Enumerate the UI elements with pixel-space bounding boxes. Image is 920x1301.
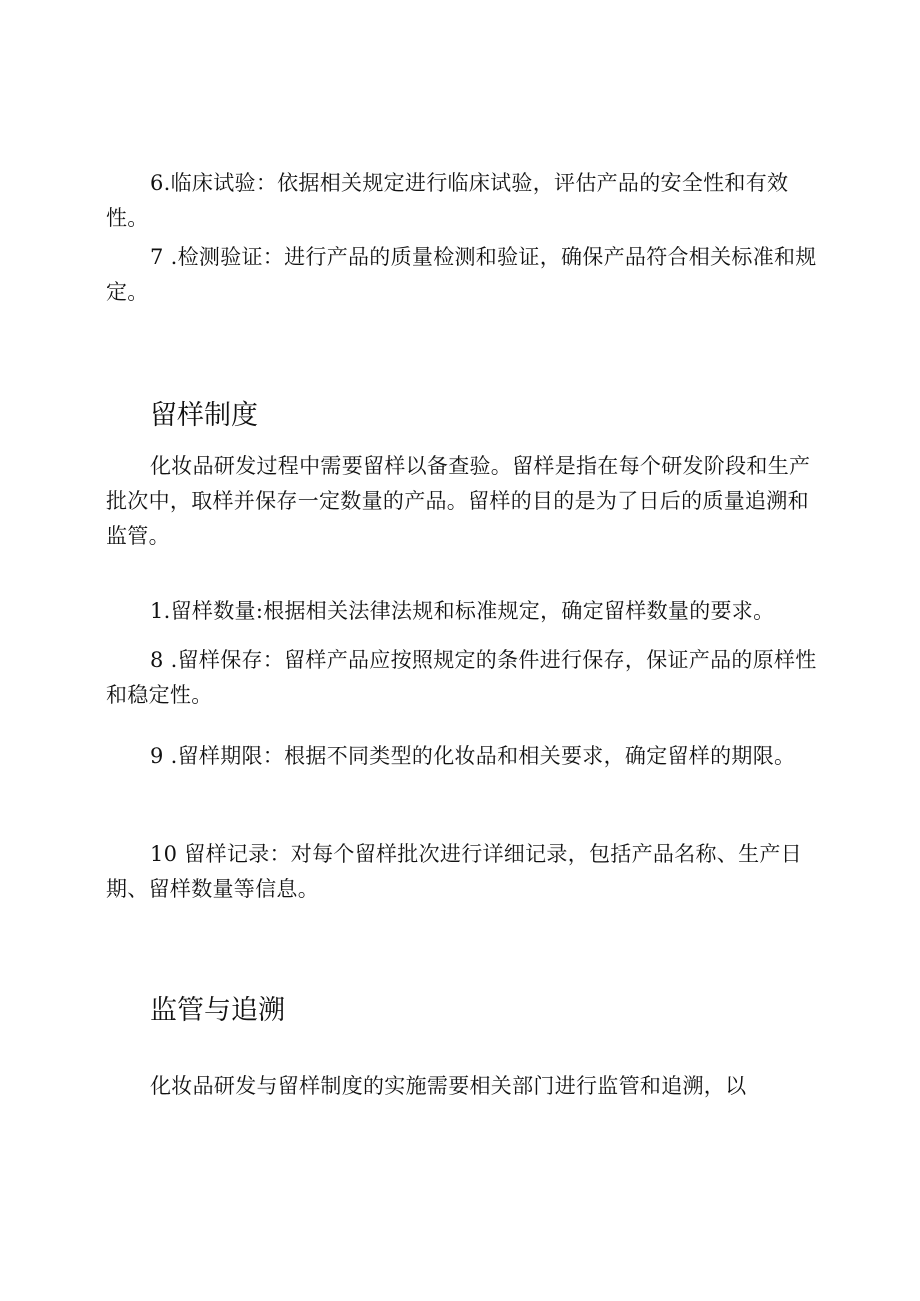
list-item-retention-record: 10 留样记录：对每个留样批次进行详细记录，包括产品名称、生产日期、留样数量等信息。 [106, 842, 802, 901]
paragraph-retention-intro: 化妆品研发过程中需要留样以备查验。留样是指在每个研发阶段和生产批次中，取样并保存一定数量的产品。留样的目的是为了日后的质量追溯和监管。 [106, 454, 811, 548]
list-item-clinical-trial: 6.临床试验：依据相关规定进行临床试验，评估产品的安全性和有效性。 [106, 171, 789, 230]
heading-supervision-traceability: 监管与追溯 [150, 995, 285, 1026]
heading-retention-system: 留样制度 [150, 400, 258, 431]
paragraph-supervision-intro: 化妆品研发与留样制度的实施需要相关部门进行监管和追溯，以 [150, 1074, 747, 1098]
list-item-retention-quantity: 1.留样数量:根据相关法律法规和标准规定，确定留样数量的要求。 [150, 599, 775, 623]
list-item-retention-period: 9 .留样期限：根据不同类型的化妆品和相关要求，确定留样的期限。 [150, 744, 796, 768]
list-item-testing-verification: 7 .检测验证：进行产品的质量检测和验证，确保产品符合相关标准和规定。 [106, 245, 817, 304]
list-item-retention-storage: 8 .留样保存：留样产品应按照规定的条件进行保存，保证产品的原样性和稳定性。 [106, 648, 817, 707]
